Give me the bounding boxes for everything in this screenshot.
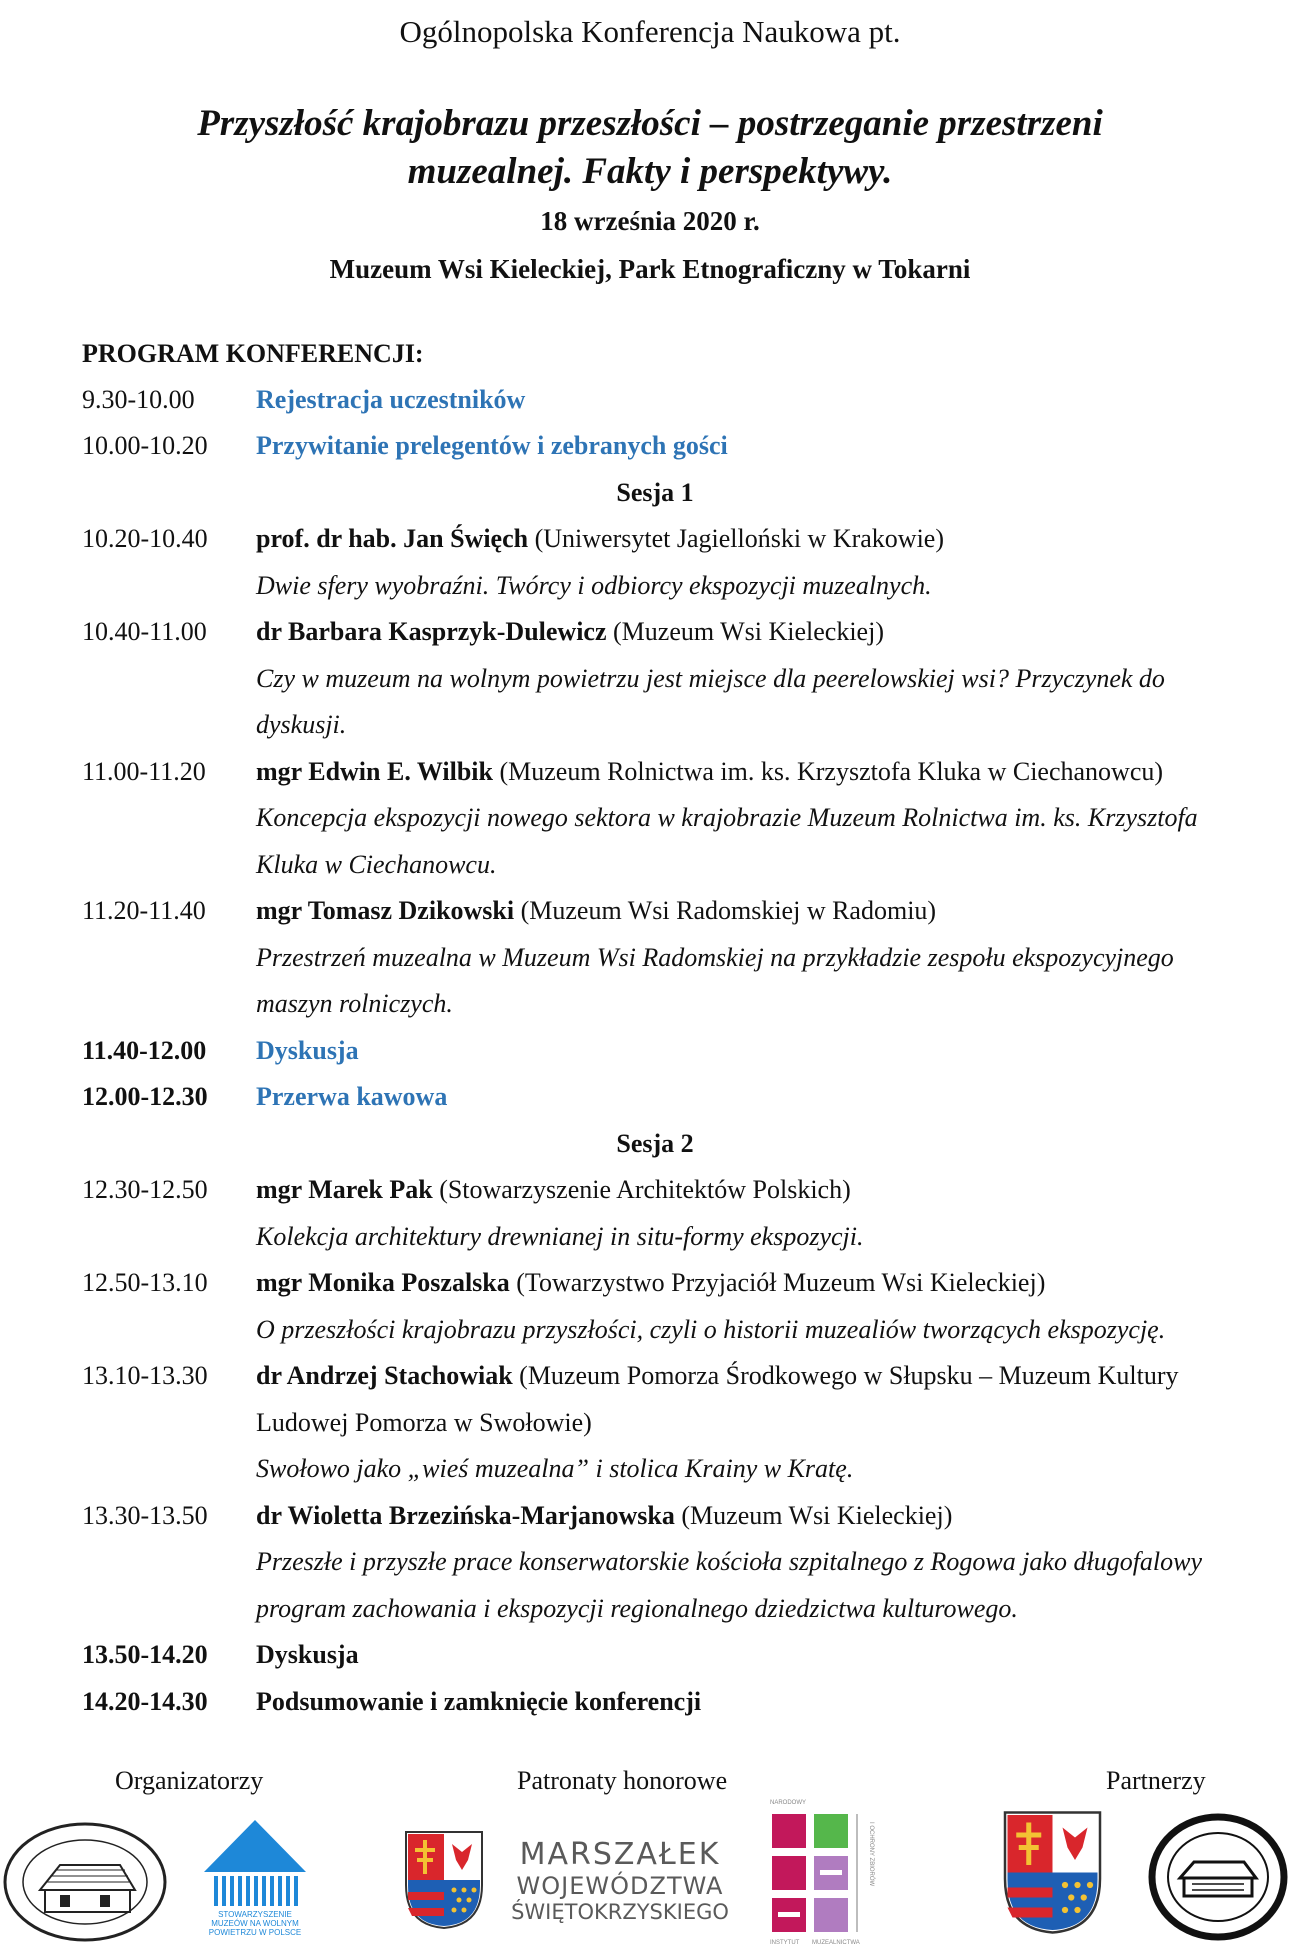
agenda-item: Przerwa kawowa — [256, 1082, 448, 1111]
speaker-name: dr Barbara Kasprzyk-Dulewicz — [256, 617, 607, 646]
talk-topic: Czy w muzeum na wolnym powietrzu jest miejsce dla peerelowskiej wsi? Przyczynek do — [256, 664, 1165, 693]
talk-topic: Kolekcja architektury drewnianej in situ-formy ekspozycji. — [256, 1222, 864, 1251]
smnwpp-line: POWIETRZU W POLSCE — [208, 1928, 302, 1937]
time-slot: 10.40-11.00 — [82, 617, 207, 646]
smnwpp-logo-text — [196, 1910, 314, 1937]
agenda-item: Dyskusja — [256, 1036, 359, 1065]
title-line-1: Przyszłość krajobrazu przeszłości – postrzeganie przestrzeni — [197, 103, 1103, 144]
time-slot: 11.20-11.40 — [82, 896, 206, 925]
time-slot: 11.00-11.20 — [82, 757, 206, 786]
talk-topic: dyskusji. — [256, 710, 347, 739]
talk-speaker-line — [256, 1501, 952, 1531]
coat-of-arms-icon — [404, 1830, 484, 1930]
conference-title — [0, 100, 1300, 196]
agenda-item: Przywitanie prelegentów i zebranych gości — [256, 431, 728, 460]
tpmwk-logo — [0, 1820, 170, 1945]
conference-kind: Ogólnopolska Konferencja Naukowa pt. — [399, 14, 901, 49]
talk-speaker-line — [256, 1361, 1178, 1391]
smnwpp-line: MUZEÓW NA WOLNYM — [211, 1919, 299, 1928]
time-slot: 14.20-14.30 — [82, 1687, 208, 1716]
patronage-label: Patronaty honorowe — [517, 1766, 728, 1795]
organizers-label: Organizatorzy — [115, 1766, 264, 1795]
time-slot: 10.20-10.40 — [82, 524, 208, 553]
speaker-affiliation: (Muzeum Pomorza Środkowego w Słupsku – Muzeum Kultury — [512, 1361, 1179, 1390]
nimoz-side-text: INSTYTUT — [770, 1940, 800, 1946]
nimoz-side-text: NARODOWY — [770, 1800, 806, 1806]
talk-topic: Przestrzeń muzealna w Muzeum Wsi Radomskiej na przykładzie zespołu ekspozycyjnego — [256, 943, 1174, 972]
time-slot: 11.40-12.00 — [82, 1036, 207, 1065]
speaker-name: dr Wioletta Brzezińska-Marjanowska — [256, 1501, 675, 1530]
speaker-affiliation: (Towarzystwo Przyjaciół Muzeum Wsi Kieleckiej) — [509, 1268, 1046, 1297]
speaker-name: mgr Marek Pak — [256, 1175, 433, 1204]
speaker-affiliation: (Muzeum Wsi Radomskiej w Radomiu) — [514, 896, 937, 925]
time-slot: 12.00-12.30 — [82, 1082, 208, 1111]
nimoz-side-text: I OCHRONY ZBIORÓW — [868, 1822, 874, 1887]
speaker-affiliation: (Muzeum Rolnictwa im. ks. Krzysztofa Kluka w Ciechanowcu) — [492, 757, 1164, 786]
talk-topic: Kluka w Ciechanowcu. — [256, 850, 497, 879]
muzeum-wsi-kieleckiej-logo — [1148, 1812, 1288, 1942]
talk-topic: Dwie sfery wyobraźni. Twórcy i odbiorcy ekspozycji muzealnych. — [256, 571, 932, 600]
conference-date: 18 września 2020 r. — [540, 206, 760, 236]
title-line-2: muzealnej. Fakty i perspektywy. — [407, 151, 893, 192]
speaker-name: prof. dr hab. Jan Święch — [256, 524, 529, 553]
session-1-title: Sesja 1 — [616, 478, 694, 507]
speaker-affiliation: (Muzeum Wsi Kieleckiej) — [674, 1501, 953, 1530]
nimoz-side-text: MUZEALNICTWA — [812, 1940, 860, 1946]
agenda-item: Dyskusja — [256, 1640, 359, 1669]
talk-speaker-line — [256, 524, 944, 554]
time-slot: 9.30-10.00 — [82, 385, 195, 414]
marszalek-line: ŚWIĘTOKRZYSKIEGO — [511, 1900, 729, 1924]
partners-label: Partnerzy — [1106, 1766, 1206, 1795]
marszalek-logo-text — [500, 1838, 740, 1924]
talk-topic: Koncepcja ekspozycji nowego sektora w krajobrazie Muzeum Rolnictwa im. ks. Krzysztofa — [256, 803, 1198, 832]
nimoz-logo — [760, 1800, 910, 1950]
talk-speaker-line — [256, 617, 884, 647]
talk-topic: maszyn rolniczych. — [256, 989, 453, 1018]
time-slot: 12.30-12.50 — [82, 1175, 208, 1204]
speaker-name: dr Andrzej Stachowiak — [256, 1361, 513, 1390]
speaker-affiliation: (Muzeum Wsi Kieleckiej) — [606, 617, 884, 646]
program-heading: PROGRAM KONFERENCJI: — [82, 339, 424, 368]
speaker-name: mgr Tomasz Dzikowski — [256, 896, 515, 925]
talk-topic: Przeszłe i przyszłe prace konserwatorskie kościoła szpitalnego z Rogowa jako długofalowy — [256, 1547, 1203, 1576]
talk-speaker-line — [256, 1175, 851, 1205]
talk-topic: program zachowania i ekspozycji regionalnego dziedzictwa kulturowego. — [256, 1594, 1018, 1623]
talk-speaker-line — [256, 1268, 1045, 1298]
session-2-title: Sesja 2 — [616, 1129, 694, 1158]
speaker-affiliation: (Uniwersytet Jagielloński w Krakowie) — [528, 524, 945, 553]
agenda-item: Rejestracja uczestników — [256, 385, 526, 414]
smnwpp-line: STOWARZYSZENIE — [218, 1910, 292, 1919]
speaker-affiliation: (Stowarzyszenie Architektów Polskich) — [432, 1175, 851, 1204]
time-slot: 12.50-13.10 — [82, 1268, 208, 1297]
time-slot: 13.50-14.20 — [82, 1640, 208, 1669]
marszalek-line: WOJEWÓDZTWA — [516, 1872, 724, 1900]
time-slot: 13.10-13.30 — [82, 1361, 208, 1390]
marszalek-line: MARSZAŁEK — [519, 1837, 721, 1872]
speaker-name: mgr Monika Poszalska — [256, 1268, 510, 1297]
speaker-name: mgr Edwin E. Wilbik — [256, 757, 493, 786]
conference-venue: Muzeum Wsi Kieleckiej, Park Etnograficzny w Tokarni — [329, 254, 971, 284]
talk-topic: O przeszłości krajobrazu przyszłości, czyli o historii muzealiów tworzących ekspozycję. — [256, 1315, 1166, 1344]
partner-coat-of-arms-icon — [1000, 1810, 1105, 1935]
agenda-item: Podsumowanie i zamknięcie konferencji — [256, 1687, 702, 1716]
talk-topic: Swołowo jako „wieś muzealna” i stolica Krainy w Kratę. — [256, 1454, 854, 1483]
time-slot: 13.30-13.50 — [82, 1501, 208, 1530]
speaker-affiliation-cont: Ludowej Pomorza w Swołowie) — [256, 1408, 592, 1437]
time-slot: 10.00-10.20 — [82, 431, 208, 460]
talk-speaker-line — [256, 757, 1163, 787]
talk-speaker-line — [256, 896, 936, 926]
